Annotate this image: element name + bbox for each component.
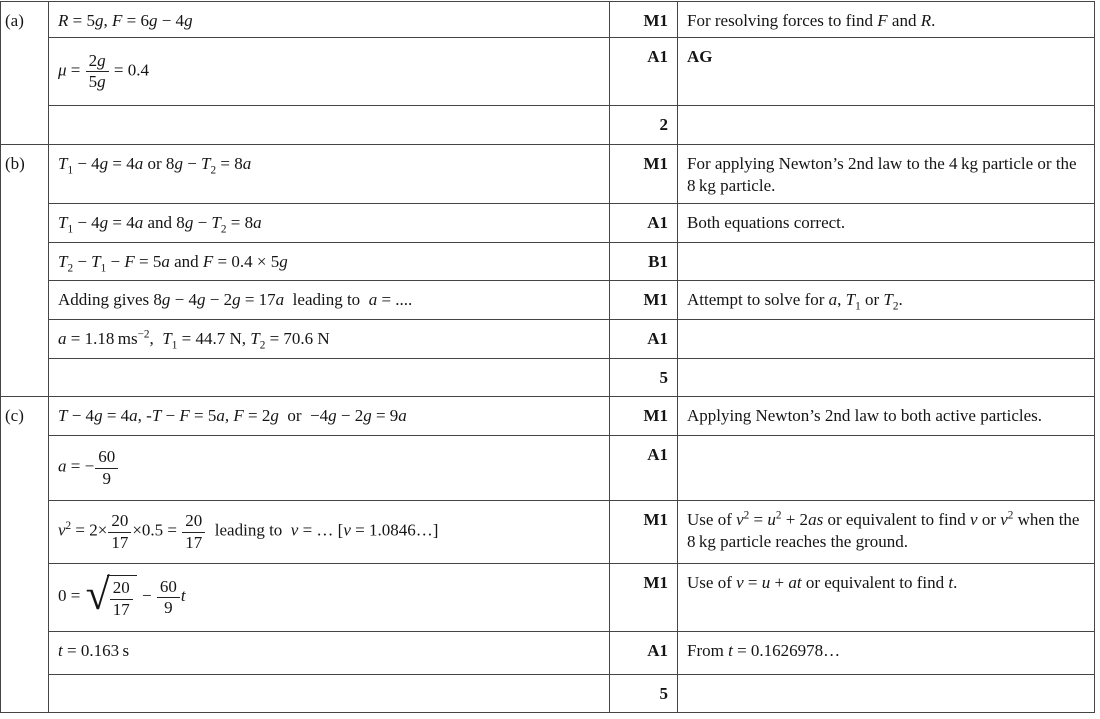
part-label-b: (b) [1, 145, 49, 397]
comment-cell [678, 359, 1095, 397]
comment-cell: Both equations correct. [678, 204, 1095, 243]
working-cell [49, 359, 610, 397]
table-row [1, 38, 1095, 106]
comment-cell: Attempt to solve for a, $T_1$ or $T_2$. [678, 281, 1095, 320]
mark-cell: M1 [610, 145, 678, 204]
working-cell [49, 106, 610, 145]
comment-cell [678, 675, 1095, 713]
working-cell: 0 = √ $\frac{20}{17}$ − $\frac{60}{9}$ t [49, 564, 610, 632]
part-label-c: (c) [1, 397, 49, 713]
comment-cell: From t = 0.1626978… [678, 632, 1095, 675]
working-cell: $T_2 - T_1 - F = 5a$ and F = 0.4 × 5g [49, 243, 610, 281]
working-cell: $v^2 = 2\times$ $\frac{20}{17}$ ×0.5 = $\frac{20}{17}$ leading to v = … [v = 1.0846…] [49, 501, 610, 564]
table-row [1, 2, 1095, 38]
mark-cell: M1 [610, 397, 678, 436]
comment-cell: Use of v = u + at or equivalent to find t. [678, 564, 1095, 632]
mark-cell: A1 [610, 204, 678, 243]
working-cell: R = 5g, F = 6g − 4g [49, 2, 610, 38]
table-row [1, 106, 1095, 145]
table-row [1, 675, 1095, 713]
mark-cell: A1 [610, 320, 678, 359]
working-cell [49, 675, 610, 713]
total-marks-cell: 2 [610, 106, 678, 145]
working-cell: T − 4g = 4a, -T − F = 5a, F = 2g or −4g − 2g = 9a [49, 397, 610, 436]
mark-cell: A1 [610, 38, 678, 106]
table-row [1, 632, 1095, 675]
comment-cell [678, 106, 1095, 145]
working-cell: t = 0.163 s [49, 632, 610, 675]
table-row [1, 243, 1095, 281]
comment-cell [678, 243, 1095, 281]
comment-cell: AG [678, 38, 1095, 106]
working-cell: a = 1.18 $ms^{-2}$, $T_1 = 44.7$ N, $T_2 = 70.6$ N [49, 320, 610, 359]
mark-cell: M1 [610, 501, 678, 564]
working-cell: $T_1 - 4g = 4a$ and $8g - T_2 = 8a$ [49, 204, 610, 243]
comment-cell: Applying Newton’s 2nd law to both active particles. [678, 397, 1095, 436]
table-row [1, 320, 1095, 359]
comment-cell: For resolving forces to find F and R. [678, 2, 1095, 38]
mark-cell: M1 [610, 2, 678, 38]
mark-cell: B1 [610, 243, 678, 281]
part-label-a: (a) [1, 2, 49, 145]
working-cell: a = − $\frac{60}{9}$ [49, 436, 610, 501]
working-cell: $T_1 - 4g = 4a$ or $8g - T_2 = 8a$ [49, 145, 610, 204]
table-row [1, 436, 1095, 501]
table-row [1, 281, 1095, 320]
comment-cell [678, 436, 1095, 501]
working-cell: Adding gives 8g − 4g − 2g = 17a leading to a = .... [49, 281, 610, 320]
table-row [1, 359, 1095, 397]
comment-cell: Use of $v^2 = u^2 + 2as$ or equivalent to find v or $v^2$ when the 8 kg particle reaches the ground. [678, 501, 1095, 564]
total-marks-cell: 5 [610, 675, 678, 713]
table-row [1, 564, 1095, 632]
working-cell: μ = $\frac{2g}{5g}$ = 0.4 [49, 38, 610, 106]
mark-cell: A1 [610, 436, 678, 501]
table-row [1, 145, 1095, 204]
mark-scheme-table [0, 1, 1095, 713]
mark-cell: M1 [610, 564, 678, 632]
table-row [1, 397, 1095, 436]
mark-cell: M1 [610, 281, 678, 320]
comment-cell: For applying Newton’s 2nd law to the 4 kg particle or the 8 kg particle. [678, 145, 1095, 204]
table-row [1, 501, 1095, 564]
total-marks-cell: 5 [610, 359, 678, 397]
table-row [1, 204, 1095, 243]
mark-cell: A1 [610, 632, 678, 675]
comment-cell [678, 320, 1095, 359]
